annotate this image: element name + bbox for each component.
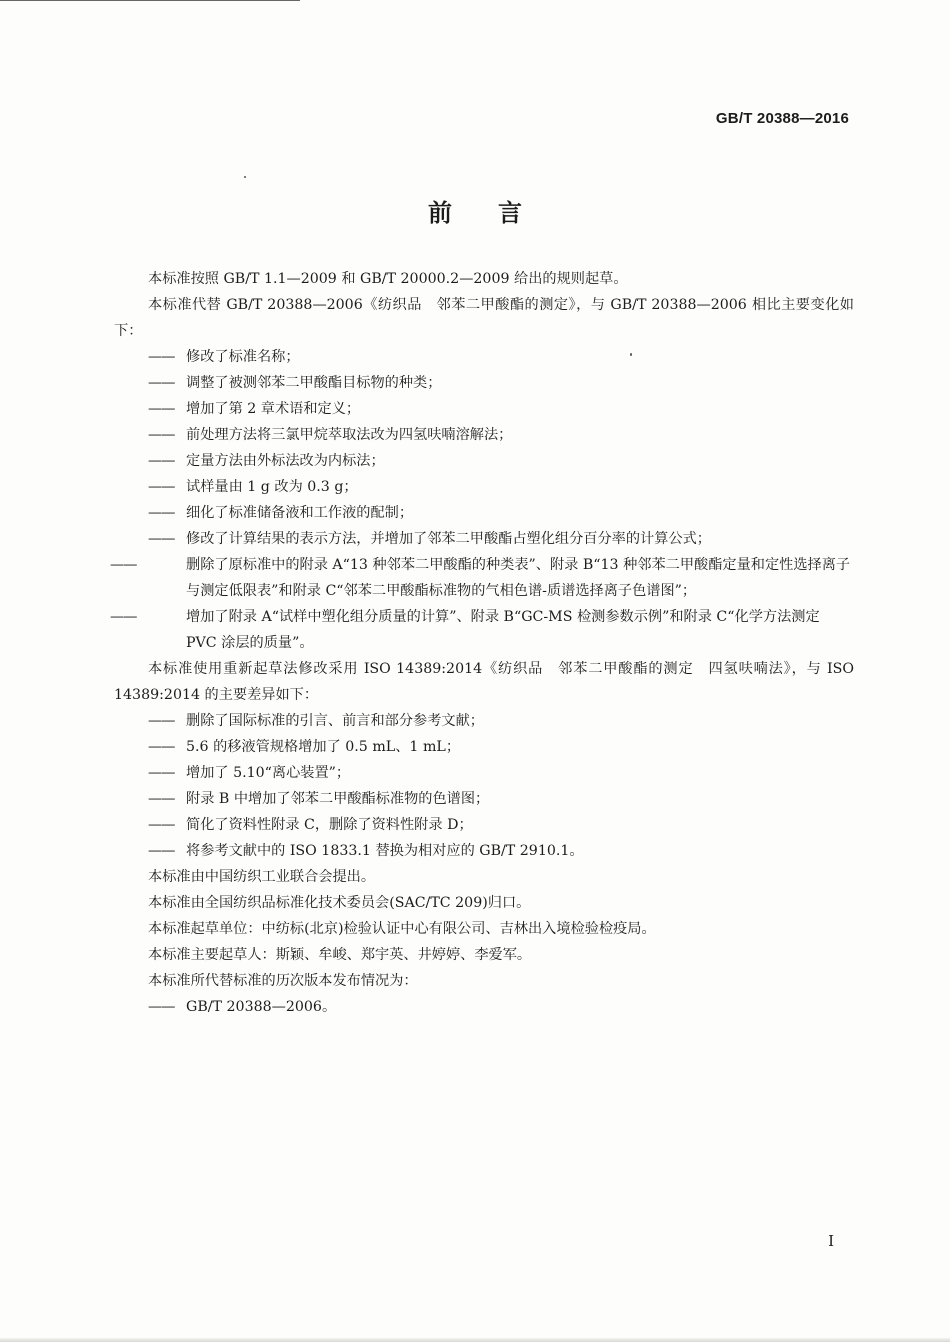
difference-item: —— 5.6 的移液管规格增加了 0.5 mL、1 mL；	[114, 734, 854, 760]
list-dash: ——	[110, 609, 137, 625]
preface-paragraph: 本标准代替 GB/T 20388—2006《纺织品 邻苯二甲酸酯的测定》，与 GB/T 20388—2006 相比主要变化如下：	[114, 297, 854, 339]
change-item: —— 删除了原标准中的附录 A“13 种邻苯二甲酸酯的种类表”、附录 B“13 种邻苯二甲酸酯定量和定性选择离子与测定低限表”和附录 C“邻苯二甲酸酯标准物的气相色谱-质谱选择离子色谱图”；	[114, 552, 854, 604]
list-dash: ——	[148, 739, 175, 755]
change-item: —— 定量方法由外标法改为内标法；	[114, 448, 854, 474]
list-dash: ——	[148, 999, 175, 1015]
preface-paragraph: 本标准由中国纺织工业联合会提出。	[148, 869, 376, 885]
change-item: —— 调整了被测邻苯二甲酸酯目标物的种类；	[114, 370, 854, 396]
change-item: —— 试样量由 1 g 改为 0.3 g；	[114, 474, 854, 500]
preface-body	[110, 266, 854, 1020]
change-item: —— 前处理方法将三氯甲烷萃取法改为四氢呋喃溶解法；	[114, 422, 854, 448]
difference-item: —— 将参考文献中的 ISO 1833.1 替换为相对应的 GB/T 2910.1。	[114, 838, 854, 864]
change-item: —— 细化了标准储备液和工作液的配制；	[114, 500, 854, 526]
preface-paragraph: 本标准所代替标准的历次版本发布情况为：	[148, 973, 418, 989]
list-dash: ——	[148, 427, 175, 443]
change-item: —— 增加了第 2 章术语和定义；	[114, 396, 854, 422]
change-item: —— 修改了计算结果的表示方法，并增加了邻苯二甲酸酯占塑化组分百分率的计算公式；	[114, 526, 854, 552]
list-dash: ——	[148, 817, 175, 833]
list-dash: ——	[148, 713, 175, 729]
difference-item: —— 删除了国际标准的引言、前言和部分参考文献；	[114, 708, 854, 734]
list-dash: ——	[148, 505, 175, 521]
list-dash: ——	[148, 531, 175, 547]
difference-item: —— 附录 B 中增加了邻苯二甲酸酯标准物的色谱图；	[114, 786, 854, 812]
list-dash: ——	[148, 791, 175, 807]
change-item: —— 增加了附录 A“试样中塑化组分质量的计算”、附录 B“GC-MS 检测参数示例”和附录 C“化学方法测定 PVC 涂层的质量”。	[114, 604, 854, 656]
list-dash: ——	[148, 349, 175, 365]
preface-paragraph: 本标准主要起草人：斯颖、牟峻、郑宇英、井婷婷、李爱军。	[148, 947, 532, 963]
list-dash: ——	[148, 843, 175, 859]
page-number: I	[828, 1232, 834, 1250]
preface-paragraph: 本标准起草单位：中纺标(北京)检验认证中心有限公司、吉林出入境检验检疫局。	[148, 921, 656, 937]
scan-speck	[244, 176, 246, 178]
change-item: —— 修改了标准名称；	[114, 344, 854, 370]
list-dash: ——	[148, 375, 175, 391]
difference-item: —— 简化了资料性附录 C，删除了资料性附录 D；	[114, 812, 854, 838]
preface-paragraph: 本标准使用重新起草法修改采用 ISO 14389:2014《纺织品 邻苯二甲酸酯的测定 四氢呋喃法》，与 ISO 14389:2014 的主要差异如下：	[114, 661, 854, 703]
scan-border-line	[0, 0, 300, 1]
scan-edge	[0, 1338, 950, 1342]
standard-code: GB/T 20388—2016	[715, 110, 849, 127]
list-dash: ——	[148, 401, 175, 417]
list-dash: ——	[148, 765, 175, 781]
page-title: 前言	[428, 199, 568, 227]
list-dash: ——	[148, 479, 175, 495]
preface-paragraph: 本标准由全国纺织品标准化技术委员会(SAC/TC 209)归口。	[148, 895, 531, 911]
previous-edition-item: —— GB/T 20388—2006。	[114, 994, 854, 1020]
difference-item: —— 增加了 5.10“离心装置”；	[114, 760, 854, 786]
list-dash: ——	[148, 453, 175, 469]
list-dash: ——	[110, 557, 137, 573]
preface-paragraph: 本标准按照 GB/T 1.1—2009 和 GB/T 20000.2—2009 给出的规则起草。	[148, 271, 628, 287]
